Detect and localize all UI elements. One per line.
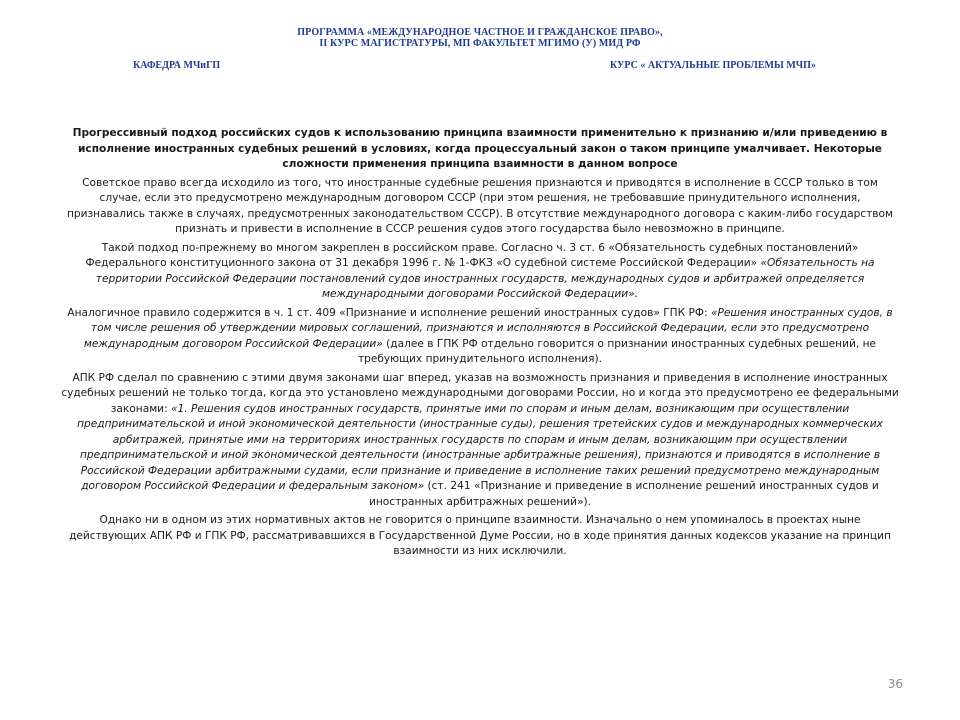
paragraph-text: (далее в ГПК РФ отдельно говорится о признании иностранных судебных решений, не требующих принудительного исполнения). (357, 337, 877, 365)
paragraph-text: АПК РФ сделал по сравнению с этими двумя законами шаг вперед, указав на возможность признания и приведения в исполнение иностранных судебных решений не только тогда, когда это установлено международными договорами России, но и когда это предусмотрено ее федеральными законами: (61, 371, 899, 415)
paragraph-soviet-law: Советское право всегда исходило из того, что иностранные судебные решения признаются и приводятся в исполнение в СССР только в том случае, если это предусмотрено международным договором СССР (при этом решения, не требовавшие принудительного исполнения, признавались также в случаях, предусмотренных законодательством СССР). В отсутствие международного договора с каким-либо государством признать и привести в исполнение в СССР решения судов этого государства было невозможно в принципе. (66, 176, 894, 235)
paragraph-reciprocity: Однако ни в одном из этих нормативных актов не говорится о принципе взаимности. Изначально о нем упоминалось в проектах ныне действующих АПК РФ и ГПК РФ, рассматривавшихся в Государственной Думе России, но в ходе принятия данных кодексов указание на принцип взаимности из них исключили. (69, 514, 891, 557)
program-title-line1: ПРОГРАММА «МЕЖДУНАРОДНОЕ ЧАСТНОЕ И ГРАЖДАНСКОЕ ПРАВО», (297, 27, 663, 38)
slide-body (60, 126, 900, 563)
law-quote: «Решения иностранных судов, в том числе решения об утверждении мировых соглашений, признаются и исполняются в Российской Федерации, если это предусмотрено международным договором Российской Федерации» (83, 306, 893, 350)
paragraph-text: (ст. 241 «Признание и приведение в исполнение решений иностранных судов и иностранных арбитражных решений»). (369, 480, 879, 508)
program-title-line2: II КУРС МАГИСТРАТУРЫ, МП ФАКУЛЬТЕТ МГИМО (У) МИД РФ (319, 38, 641, 49)
law-quote: «Обязательность на территории Российской Федерации постановлений судов иностранных государств, международных судов и арбитражей определяется международными договорами Российской Федерации». (95, 257, 875, 300)
paragraph-apk (60, 371, 900, 511)
paragraph-fkz (60, 241, 900, 303)
paragraph-text: Такой подход по-прежнему во многом закреплен в российском праве. Согласно ч. 3 ст. 6 «Обязательность судебных постановлений» Федерального конституционного закона от 31 декабря 1996 г. № 1-ФКЗ «О судебной системе Российской Федерации» (85, 241, 859, 269)
slide-title: Прогрессивный подход российских судов к использованию принципа взаимности применительно к признанию и/или приведению в исполнение иностранных судебных решений в условиях, когда процессуальный закон о таком принципе умалчивает. Некоторые сложности применения принципа взаимности в данном вопросе (72, 127, 888, 170)
paragraph-gpk (60, 306, 900, 368)
page-number: 36 (887, 677, 903, 691)
law-quote: «1. Решения судов иностранных государств, принятые ими по спорам и иным делам, возникающим при осуществлении предпринимательской и иной экономической деятельности (иностранные суды), решения третейских судов и международных коммерческих арбитражей, принятые ими на территориях иностранных государств по спорам и иным делам, возникающим при осуществлении предпринимательской и иной экономической деятельности (иностранные арбитражные решения), признаются и приводятся в исполнение в Российской Федерации арбитражными судами, если признание и приведение в исполнение таких решений предусмотрено международным договором Российской Федерации и федеральным законом» (77, 402, 883, 492)
paragraph-text: Аналогичное правило содержится в ч. 1 ст. 409 «Признание и исполнение решений иностранных судов» ГПК РФ: (67, 306, 711, 319)
course-label: КУРС « АКТУАЛЬНЫЕ ПРОБЛЕМЫ МЧП» (610, 60, 816, 71)
department-label: КАФЕДРА МЧиГП (133, 60, 221, 71)
